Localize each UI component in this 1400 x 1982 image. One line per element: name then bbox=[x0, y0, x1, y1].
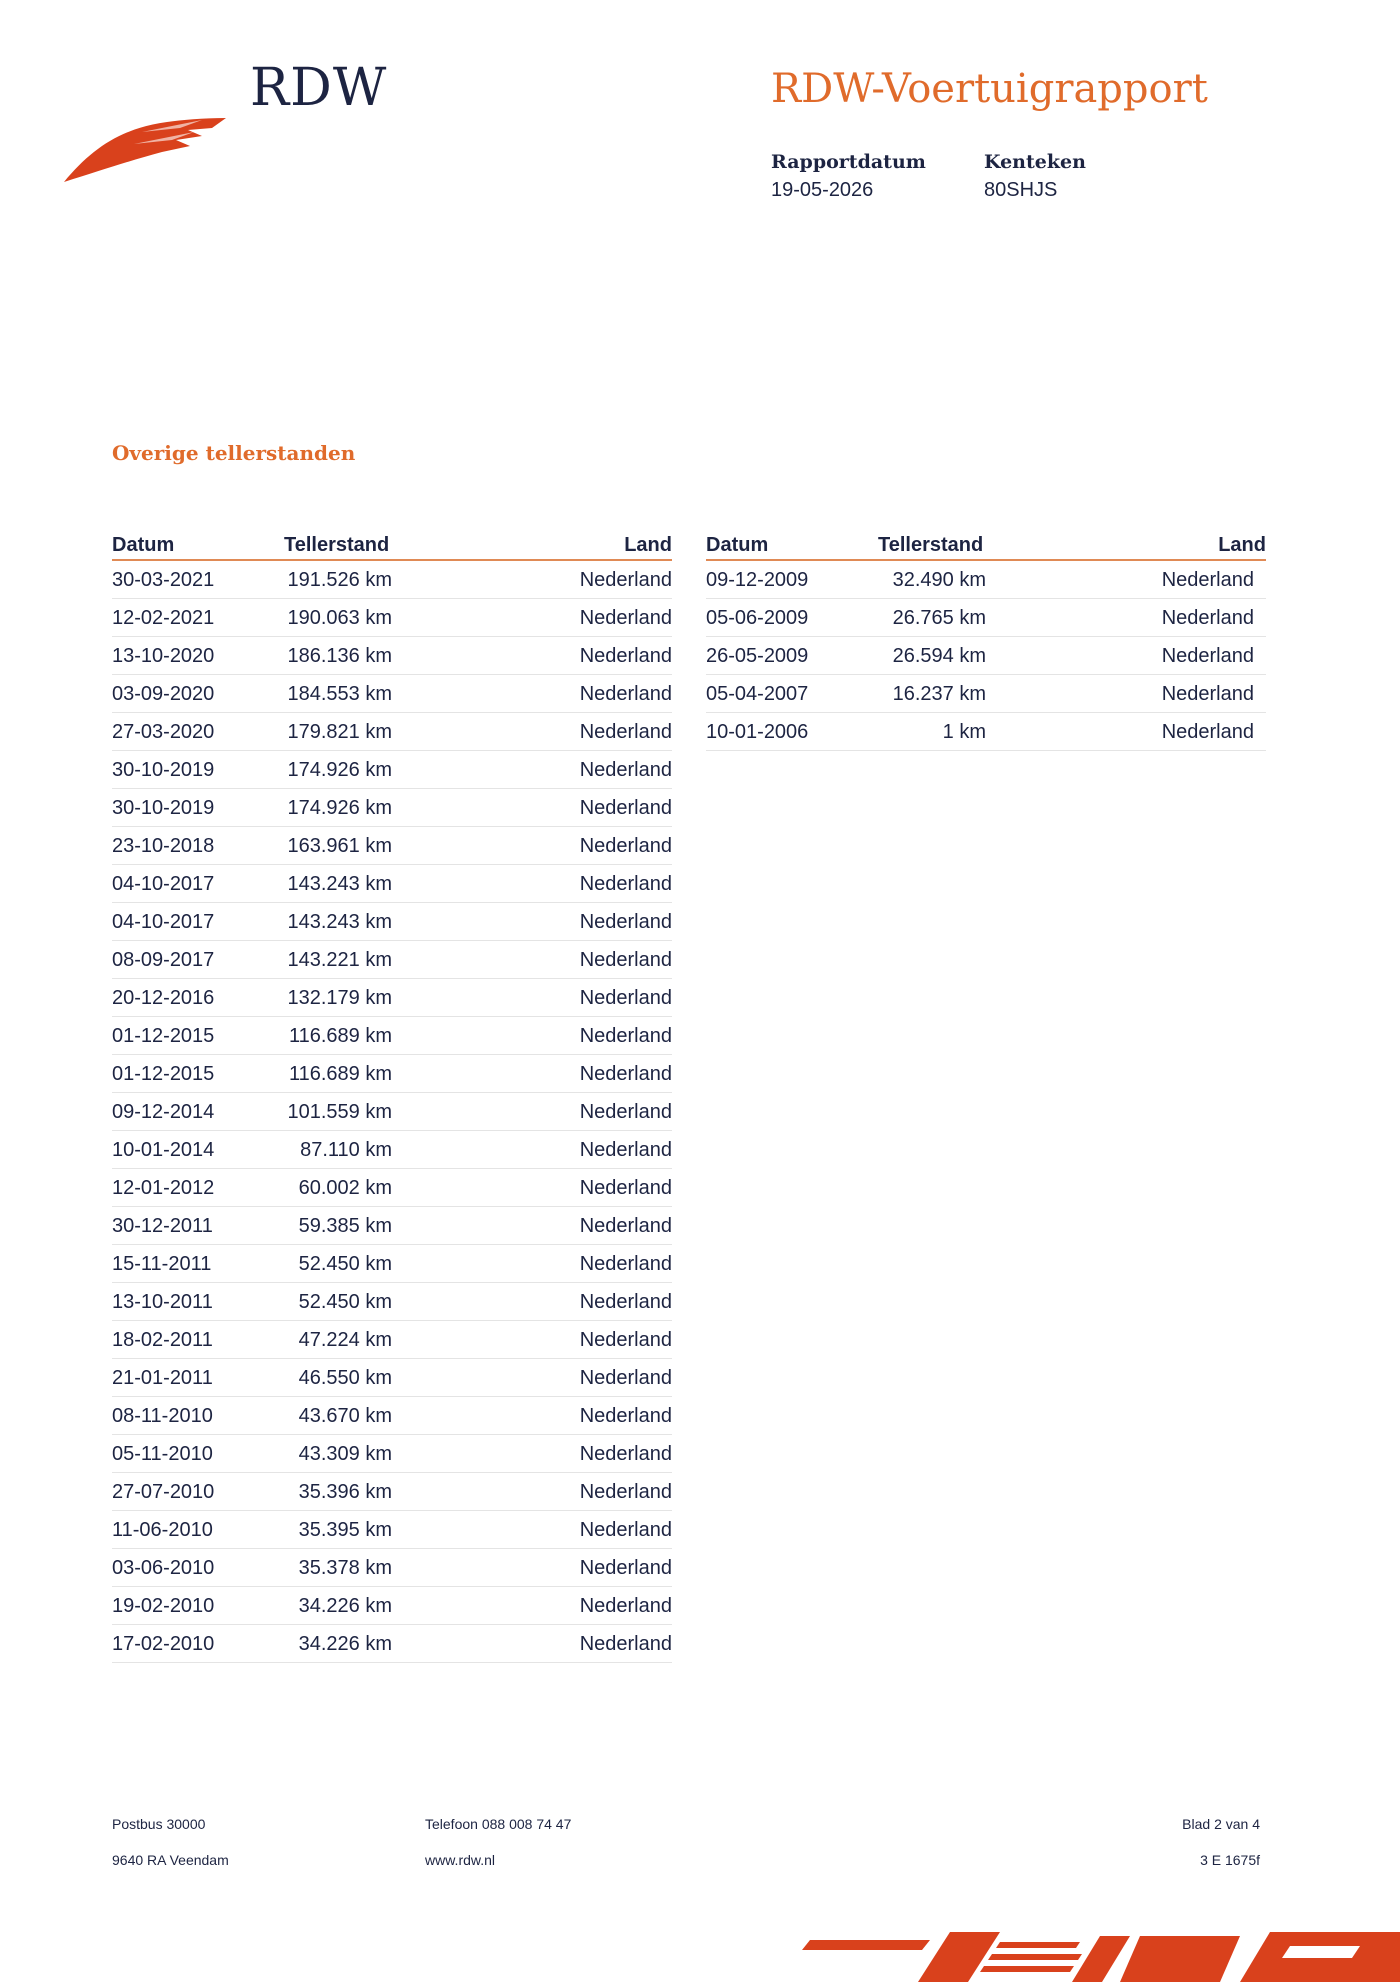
footer-contact bbox=[425, 1816, 571, 1888]
cell-country: Nederland bbox=[1161, 721, 1254, 743]
table-row bbox=[112, 713, 672, 751]
cell-date: 10-01-2014 bbox=[112, 1139, 215, 1161]
cell-country: Nederland bbox=[579, 949, 672, 971]
cell-date: 19-02-2010 bbox=[112, 1595, 215, 1617]
table-row bbox=[112, 599, 672, 637]
cell-country: Nederland bbox=[579, 683, 672, 705]
cell-country: Nederland bbox=[579, 1633, 672, 1655]
table-row bbox=[112, 561, 672, 599]
cell-country: Nederland bbox=[1161, 569, 1254, 591]
table-row bbox=[112, 1169, 672, 1207]
cell-reading: 116.689 km bbox=[288, 1063, 392, 1085]
cell-date: 01-12-2015 bbox=[112, 1063, 215, 1085]
cell-reading: 26.594 km bbox=[892, 645, 986, 667]
cell-date: 30-12-2011 bbox=[112, 1215, 213, 1237]
table-row bbox=[112, 1549, 672, 1587]
table-row bbox=[112, 1131, 672, 1169]
cell-date: 09-12-2009 bbox=[706, 569, 809, 591]
cell-country: Nederland bbox=[579, 1405, 672, 1427]
cell-country: Nederland bbox=[579, 1367, 672, 1389]
cell-reading: 1 km bbox=[942, 721, 986, 743]
logo-text: RDW bbox=[250, 58, 388, 118]
cell-reading: 184.553 km bbox=[287, 683, 392, 705]
table-row bbox=[112, 1511, 672, 1549]
cell-country: Nederland bbox=[579, 1595, 672, 1617]
cell-reading: 174.926 km bbox=[287, 797, 392, 819]
cell-country: Nederland bbox=[579, 1253, 672, 1275]
cell-date: 09-12-2014 bbox=[112, 1101, 215, 1123]
cell-date: 30-10-2019 bbox=[112, 797, 215, 819]
cell-reading: 143.243 km bbox=[287, 911, 392, 933]
cell-country: Nederland bbox=[1161, 645, 1254, 667]
cell-reading: 43.670 km bbox=[298, 1405, 392, 1427]
table-row bbox=[112, 903, 672, 941]
table-row bbox=[112, 675, 672, 713]
table-header bbox=[706, 532, 1266, 561]
cell-date: 04-10-2017 bbox=[112, 873, 215, 895]
cell-date: 08-09-2017 bbox=[112, 949, 215, 971]
cell-country: Nederland bbox=[579, 1177, 672, 1199]
table-row bbox=[112, 1283, 672, 1321]
cell-reading: 143.221 km bbox=[287, 949, 392, 971]
cell-date: 05-06-2009 bbox=[706, 607, 809, 629]
footer-doc-code: 3 E 1675f bbox=[1200, 1852, 1260, 1868]
cell-country: Nederland bbox=[579, 1519, 672, 1541]
cell-reading: 101.559 km bbox=[287, 1101, 392, 1123]
column-header-country: Land bbox=[624, 534, 672, 556]
cell-reading: 190.063 km bbox=[287, 607, 392, 629]
table-row bbox=[706, 637, 1266, 675]
odometer-table-right bbox=[706, 532, 1266, 751]
table-row bbox=[112, 751, 672, 789]
cell-country: Nederland bbox=[579, 1291, 672, 1313]
cell-date: 05-11-2010 bbox=[112, 1443, 213, 1465]
table-body bbox=[112, 561, 672, 1663]
cell-reading: 143.243 km bbox=[287, 873, 392, 895]
cell-country: Nederland bbox=[579, 1557, 672, 1579]
cell-reading: 35.396 km bbox=[298, 1481, 392, 1503]
footer-address-line1: Postbus 30000 bbox=[112, 1816, 206, 1832]
table-row bbox=[112, 1435, 672, 1473]
table-row bbox=[112, 1397, 672, 1435]
cell-date: 18-02-2011 bbox=[112, 1329, 213, 1351]
table-row bbox=[112, 1473, 672, 1511]
cell-reading: 132.179 km bbox=[287, 987, 392, 1009]
table-row bbox=[112, 1055, 672, 1093]
cell-reading: 179.821 km bbox=[287, 721, 392, 743]
cell-reading: 16.237 km bbox=[892, 683, 986, 705]
meta-license-plate bbox=[984, 151, 1086, 202]
cell-reading: 35.378 km bbox=[298, 1557, 392, 1579]
table-row bbox=[706, 561, 1266, 599]
cell-reading: 26.765 km bbox=[892, 607, 986, 629]
cell-reading: 52.450 km bbox=[298, 1291, 392, 1313]
cell-country: Nederland bbox=[579, 1063, 672, 1085]
footer-phone: Telefoon 088 008 74 47 bbox=[425, 1816, 572, 1832]
cell-date: 26-05-2009 bbox=[706, 645, 809, 667]
table-row bbox=[112, 1245, 672, 1283]
cell-country: Nederland bbox=[579, 1329, 672, 1351]
cell-date: 13-10-2011 bbox=[112, 1291, 213, 1313]
cell-date: 04-10-2017 bbox=[112, 911, 215, 933]
cell-date: 17-02-2010 bbox=[112, 1633, 215, 1655]
cell-date: 11-06-2010 bbox=[112, 1519, 213, 1541]
cell-date: 23-10-2018 bbox=[112, 835, 215, 857]
table-row bbox=[706, 675, 1266, 713]
table-row bbox=[112, 1587, 672, 1625]
table-row bbox=[112, 789, 672, 827]
cell-date: 05-04-2007 bbox=[706, 683, 809, 705]
cell-date: 15-11-2011 bbox=[112, 1253, 212, 1275]
column-header-reading: Tellerstand bbox=[878, 534, 984, 556]
table-row bbox=[112, 1093, 672, 1131]
cell-country: Nederland bbox=[1161, 683, 1254, 705]
cell-date: 20-12-2016 bbox=[112, 987, 215, 1009]
cell-country: Nederland bbox=[579, 1025, 672, 1047]
footer-website: www.rdw.nl bbox=[425, 1852, 496, 1868]
cell-country: Nederland bbox=[579, 835, 672, 857]
cell-country: Nederland bbox=[579, 607, 672, 629]
cell-reading: 60.002 km bbox=[298, 1177, 392, 1199]
table-row bbox=[706, 599, 1266, 637]
column-header-reading: Tellerstand bbox=[284, 534, 390, 556]
section-title: Overige tellerstanden bbox=[112, 441, 356, 465]
meta-label: Rapportdatum bbox=[771, 151, 926, 173]
cell-reading: 191.526 km bbox=[287, 569, 392, 591]
footer-address bbox=[112, 1816, 229, 1888]
table-row bbox=[112, 979, 672, 1017]
cell-date: 30-03-2021 bbox=[112, 569, 215, 591]
cell-country: Nederland bbox=[579, 1215, 672, 1237]
footer-address-line2: 9640 RA Veendam bbox=[112, 1852, 229, 1868]
table-row bbox=[112, 637, 672, 675]
rdw-bird-logo-icon bbox=[62, 88, 232, 198]
cell-country: Nederland bbox=[579, 1481, 672, 1503]
table-body bbox=[706, 561, 1266, 751]
meta-report-date bbox=[771, 151, 926, 202]
meta-value: 19-05-2026 bbox=[771, 179, 874, 201]
cell-date: 30-10-2019 bbox=[112, 759, 215, 781]
odometer-table-left bbox=[112, 532, 672, 1663]
cell-date: 01-12-2015 bbox=[112, 1025, 215, 1047]
cell-date: 27-07-2010 bbox=[112, 1481, 215, 1503]
cell-reading: 34.226 km bbox=[298, 1595, 392, 1617]
cell-date: 10-01-2006 bbox=[706, 721, 809, 743]
cell-date: 13-10-2020 bbox=[112, 645, 215, 667]
footer-page-info bbox=[1100, 1816, 1260, 1888]
cell-country: Nederland bbox=[579, 1443, 672, 1465]
cell-date: 12-02-2021 bbox=[112, 607, 215, 629]
cell-country: Nederland bbox=[579, 873, 672, 895]
cell-reading: 35.395 km bbox=[298, 1519, 392, 1541]
meta-label: Kenteken bbox=[984, 151, 1086, 173]
report-title: RDW-Voertuigrapport bbox=[771, 66, 1208, 112]
cell-reading: 32.490 km bbox=[892, 569, 986, 591]
table-row bbox=[112, 865, 672, 903]
column-header-country: Land bbox=[1218, 534, 1266, 556]
cell-reading: 59.385 km bbox=[298, 1215, 392, 1237]
cell-country: Nederland bbox=[579, 987, 672, 1009]
cell-date: 03-09-2020 bbox=[112, 683, 215, 705]
cell-reading: 46.550 km bbox=[298, 1367, 392, 1389]
cell-country: Nederland bbox=[579, 645, 672, 667]
table-row bbox=[112, 1321, 672, 1359]
table-row bbox=[706, 713, 1266, 751]
cell-reading: 47.224 km bbox=[298, 1329, 392, 1351]
cell-reading: 87.110 km bbox=[300, 1139, 392, 1161]
cell-country: Nederland bbox=[579, 1139, 672, 1161]
cell-reading: 34.226 km bbox=[298, 1633, 392, 1655]
cell-reading: 174.926 km bbox=[287, 759, 392, 781]
cell-date: 27-03-2020 bbox=[112, 721, 215, 743]
cell-date: 12-01-2012 bbox=[112, 1177, 215, 1199]
table-row bbox=[112, 941, 672, 979]
cell-date: 08-11-2010 bbox=[112, 1405, 213, 1427]
footer-page-number: Blad 2 van 4 bbox=[1182, 1816, 1260, 1832]
cell-reading: 186.136 km bbox=[287, 645, 392, 667]
cell-country: Nederland bbox=[579, 1101, 672, 1123]
cell-reading: 52.450 km bbox=[298, 1253, 392, 1275]
table-row bbox=[112, 1017, 672, 1055]
table-header bbox=[112, 532, 672, 561]
cell-country: Nederland bbox=[579, 759, 672, 781]
table-row bbox=[112, 1359, 672, 1397]
cell-date: 21-01-2011 bbox=[112, 1367, 213, 1389]
cell-country: Nederland bbox=[1161, 607, 1254, 629]
table-row bbox=[112, 1625, 672, 1663]
meta-value: 80SHJS bbox=[984, 179, 1058, 201]
cell-reading: 43.309 km bbox=[298, 1443, 392, 1465]
cell-country: Nederland bbox=[579, 569, 672, 591]
cell-country: Nederland bbox=[579, 797, 672, 819]
column-header-date: Datum bbox=[112, 534, 175, 556]
table-row bbox=[112, 1207, 672, 1245]
table-row bbox=[112, 827, 672, 865]
decorative-stripes-icon bbox=[800, 1924, 1400, 1982]
cell-country: Nederland bbox=[579, 911, 672, 933]
cell-reading: 163.961 km bbox=[287, 835, 392, 857]
cell-reading: 116.689 km bbox=[288, 1025, 392, 1047]
cell-country: Nederland bbox=[579, 721, 672, 743]
cell-date: 03-06-2010 bbox=[112, 1557, 215, 1579]
column-header-date: Datum bbox=[706, 534, 769, 556]
rdw-logo bbox=[62, 58, 388, 188]
